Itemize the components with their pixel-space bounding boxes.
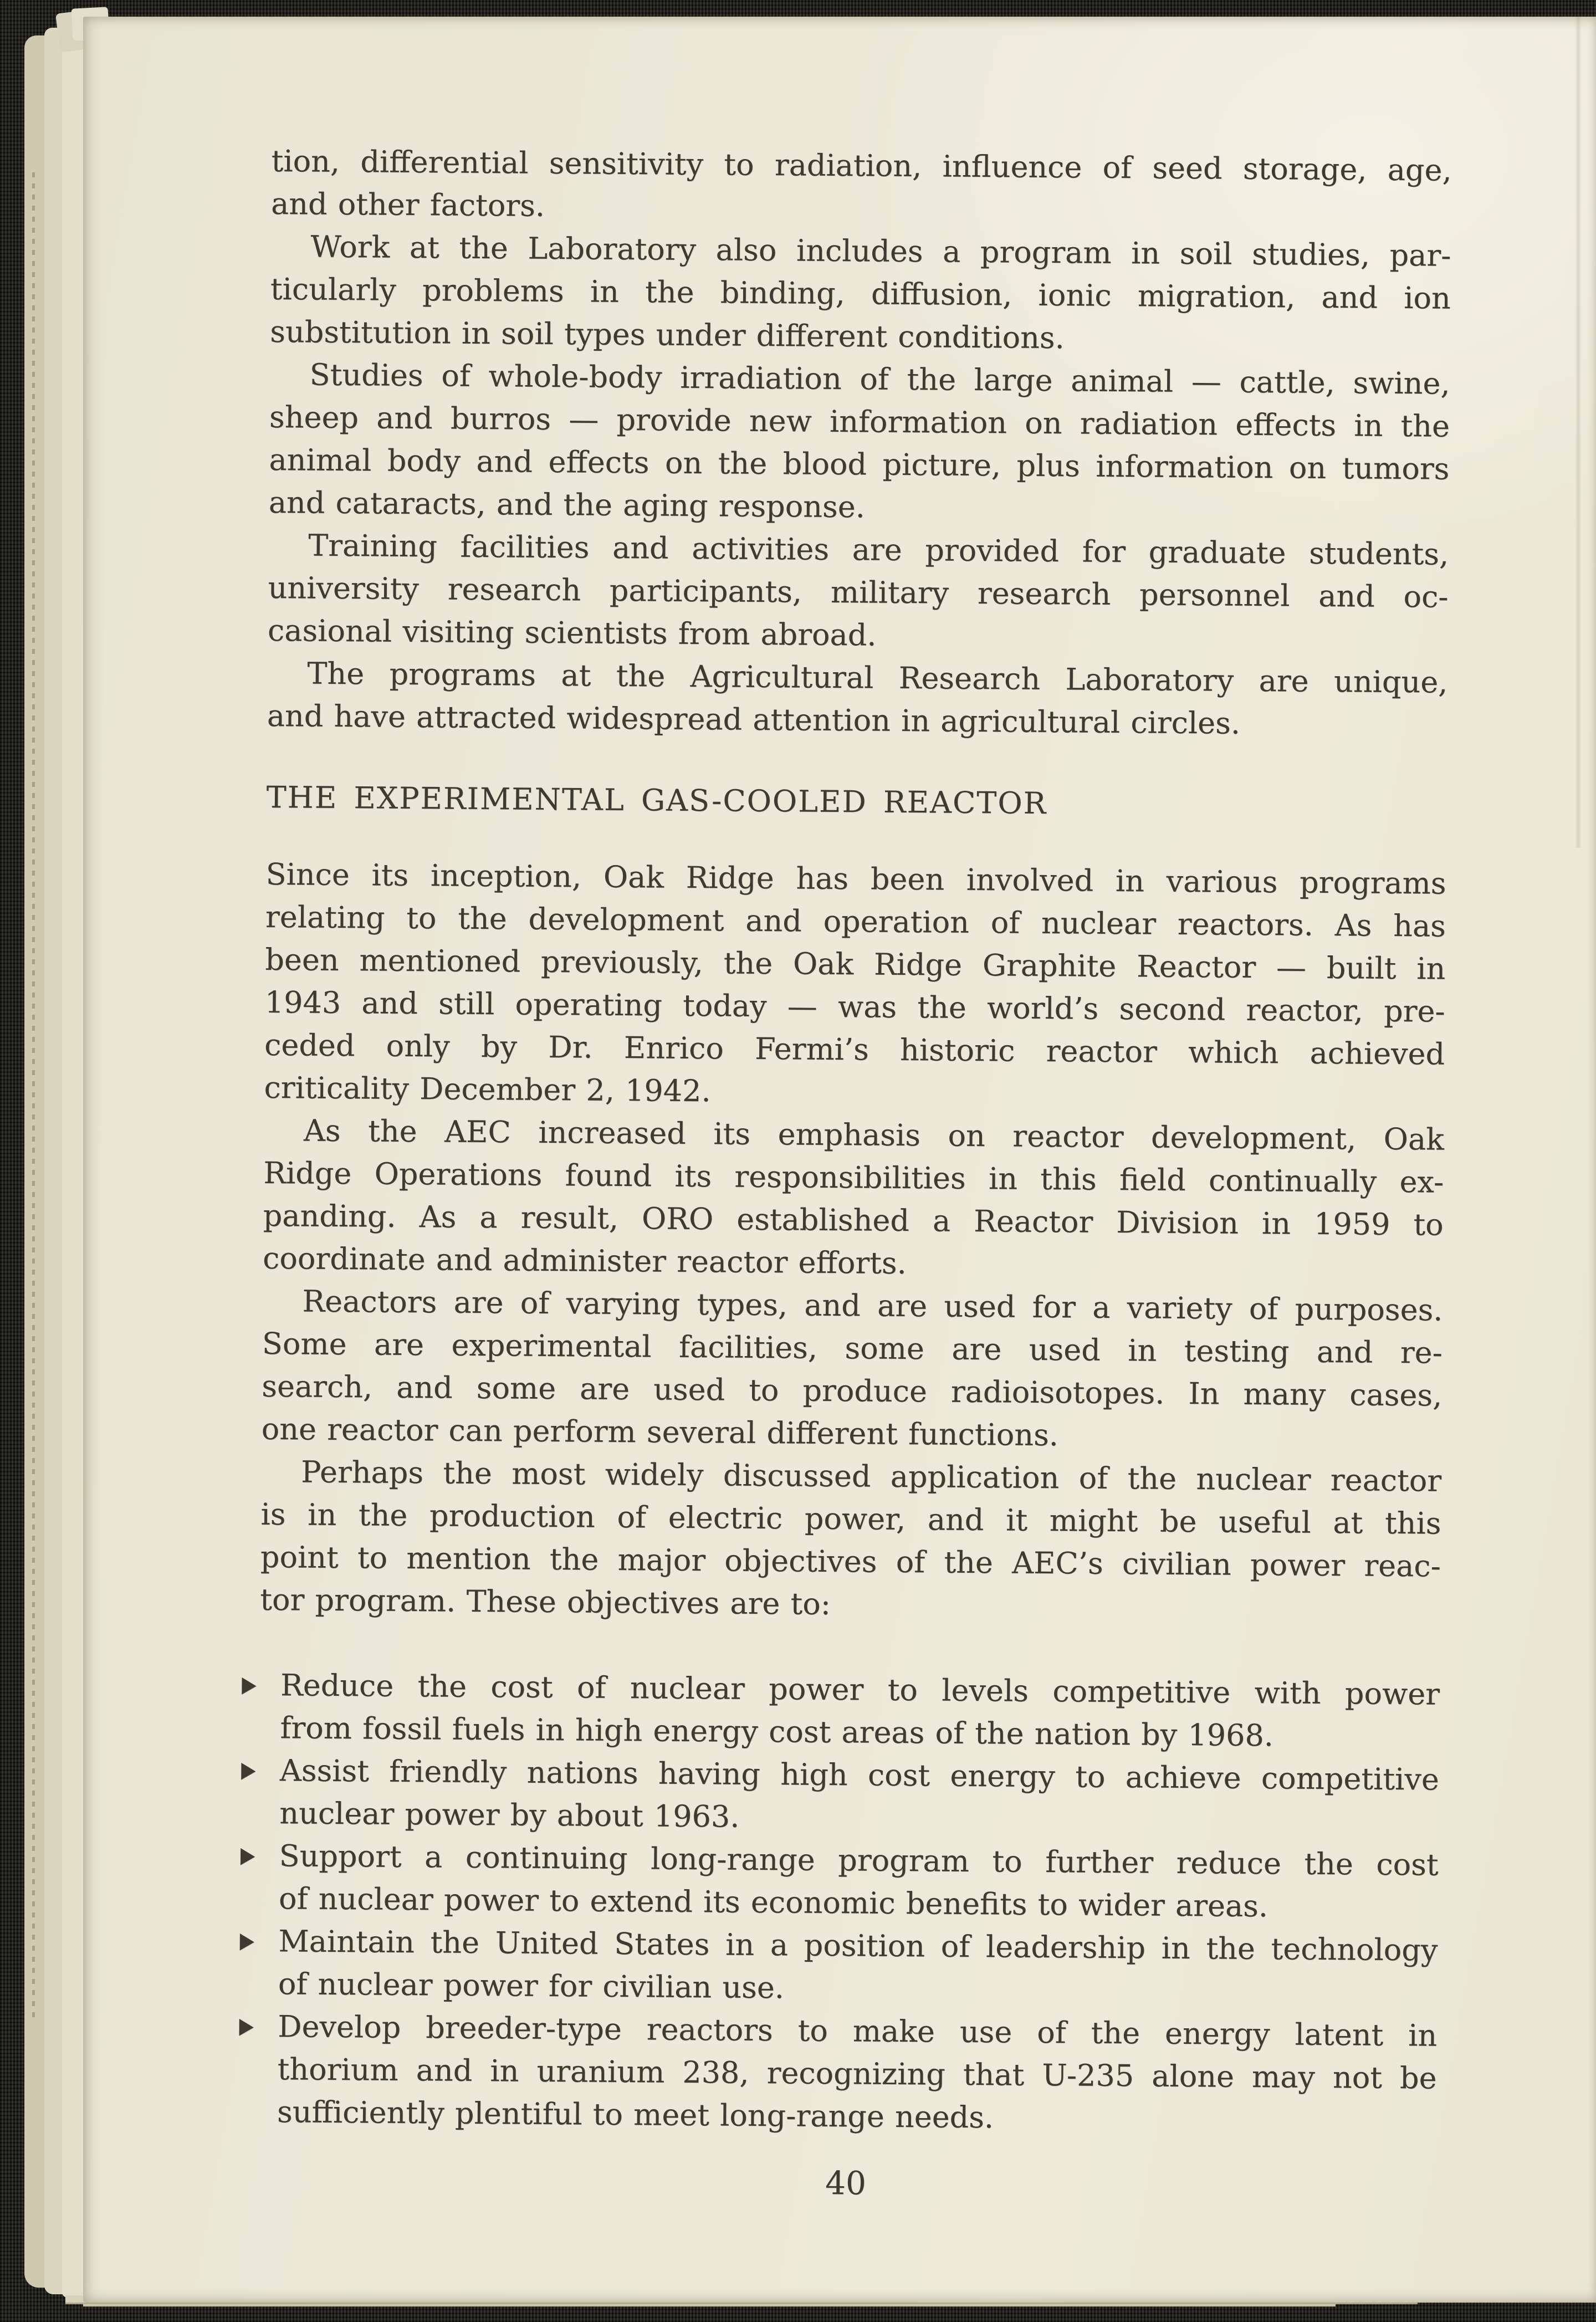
text-line: Perhaps the most widely discussed application of the nuclear reactor bbox=[300, 1454, 1442, 1498]
list-item bbox=[242, 1664, 1440, 1758]
text-line: and have attracted widespread attention in agricultural circles. bbox=[267, 698, 1241, 741]
text-line: and other factors. bbox=[270, 186, 545, 223]
text-line: nuclear power by about 1963. bbox=[279, 1796, 740, 1834]
bullet-triangle-icon: ▶ bbox=[242, 1671, 257, 1697]
paragraph bbox=[264, 853, 1446, 1118]
text-line: search, and some are used to produce radioisotopes. In many cases, bbox=[262, 1368, 1442, 1413]
objectives-list bbox=[239, 1664, 1440, 2142]
paragraph bbox=[269, 353, 1450, 533]
text-line: from fossil fuels in high energy cost areas of the nation by 1968. bbox=[280, 1710, 1274, 1753]
book-page bbox=[83, 17, 1596, 2303]
text-line: is in the production of electric power, and it might be useful at this bbox=[260, 1496, 1441, 1541]
paragraph bbox=[268, 524, 1449, 661]
paragraph bbox=[267, 652, 1448, 746]
text-line: relating to the development and operation of nuclear reactors. As has bbox=[265, 899, 1446, 944]
list-item bbox=[240, 1834, 1439, 1929]
text-line: ceded only by Dr. Enrico Fermi’s historic reactor which achieved bbox=[264, 1027, 1445, 1072]
underlying-page-edge-2 bbox=[83, 2304, 1336, 2306]
text-line: coordinate and administer reactor efforts. bbox=[262, 1240, 907, 1281]
list-item bbox=[239, 1920, 1438, 2014]
text-line: Studies of whole-body irradiation of the large animal — cattle, swine, bbox=[309, 357, 1450, 401]
bullet-triangle-icon: ▶ bbox=[239, 2013, 254, 2039]
text-line: ticularly problems in the binding, diffusion, ionic migration, and ion bbox=[270, 271, 1451, 316]
text-line: university research participants, military research personnel and oc- bbox=[268, 570, 1449, 615]
text-line: been mentioned previously, the Oak Ridge Graphite Reactor — built in bbox=[265, 942, 1446, 986]
paragraph bbox=[261, 1280, 1442, 1460]
text-line: criticality December 2, 1942. bbox=[264, 1070, 711, 1109]
text-line: Maintain the United States in a position of leadership in the technology bbox=[278, 1924, 1438, 1968]
text-line: sheep and burros — provide new information on radiation effects in the bbox=[269, 399, 1450, 444]
text-line: Reactors are of varying types, and are used for a variety of purposes. bbox=[302, 1283, 1443, 1328]
list-item bbox=[241, 1749, 1440, 1844]
text-line: Reduce the cost of nuclear power to levels competitive with power bbox=[280, 1668, 1440, 1712]
text-line: substitution in soil types under different conditions. bbox=[270, 314, 1065, 356]
text-flow bbox=[239, 140, 1452, 2210]
binding-stitch-dots bbox=[32, 166, 35, 2017]
text-line: tor program. These objectives are to: bbox=[260, 1582, 831, 1622]
text-line: point to mention the major objectives of the AEC’s civilian power reac- bbox=[260, 1539, 1441, 1584]
list-item bbox=[239, 2005, 1438, 2142]
text-line: thorium and in uranium 238, recognizing that U-235 alone may not be bbox=[277, 2052, 1437, 2096]
text-line: 1943 and still operating today — was the world’s second reactor, pre- bbox=[264, 984, 1445, 1029]
text-line: one reactor can perform several different functions. bbox=[261, 1411, 1059, 1453]
text-line: Training facilities and activities are provided for graduate students, bbox=[308, 528, 1449, 572]
text-line: Develop breeder-type reactors to make use of the energy latent in bbox=[278, 2009, 1438, 2053]
page-number: 40 bbox=[825, 2164, 867, 2202]
text-line: panding. As a result, ORO established a Reactor Division in 1959 to bbox=[263, 1198, 1444, 1242]
text-line: Some are experimental facilities, some are used in testing and re- bbox=[262, 1326, 1443, 1370]
text-line: As the AEC increased its emphasis on reactor development, Oak bbox=[303, 1113, 1445, 1157]
text-line: animal body and effects on the blood picture, plus information on tumors bbox=[269, 442, 1450, 487]
section-heading: THE EXPERIMENTAL GAS-COOLED REACTOR bbox=[266, 779, 1047, 821]
bullet-triangle-icon: ▶ bbox=[241, 1757, 256, 1783]
text-line: Assist friendly nations having high cost energy to achieve competitive bbox=[279, 1753, 1440, 1797]
text-line: Work at the Laboratory also includes a program in soil studies, par- bbox=[310, 229, 1451, 273]
text-line: casional visiting scientists from abroad. bbox=[267, 612, 877, 653]
paragraph bbox=[270, 225, 1451, 362]
paragraph bbox=[260, 1450, 1441, 1630]
paragraph bbox=[271, 140, 1452, 234]
text-line: The programs at the Agricultural Research Laboratory are unique, bbox=[307, 656, 1448, 700]
text-line: and cataracts, and the aging response. bbox=[268, 484, 866, 525]
text-line: tion, differential sensitivity to radiation, influence of seed storage, age, bbox=[271, 143, 1452, 188]
page-fold-crease bbox=[1575, 17, 1582, 848]
text-line: Since its inception, Oak Ridge has been involved in various programs bbox=[265, 856, 1446, 901]
bullet-triangle-icon: ▶ bbox=[240, 1842, 255, 1868]
paragraph bbox=[263, 1109, 1444, 1289]
text-line: sufficiently plentiful to meet long-range needs. bbox=[277, 2094, 994, 2135]
text-line: Support a continuing long-range program to further reduce the cost bbox=[279, 1838, 1439, 1883]
text-line: Ridge Operations found its responsibilities in this field continually ex- bbox=[263, 1155, 1444, 1200]
bullet-triangle-icon: ▶ bbox=[239, 1927, 255, 1953]
text-line: of nuclear power for civilian use. bbox=[278, 1966, 785, 2006]
text-line: of nuclear power to extend its economic benefits to wider areas. bbox=[278, 1881, 1268, 1924]
